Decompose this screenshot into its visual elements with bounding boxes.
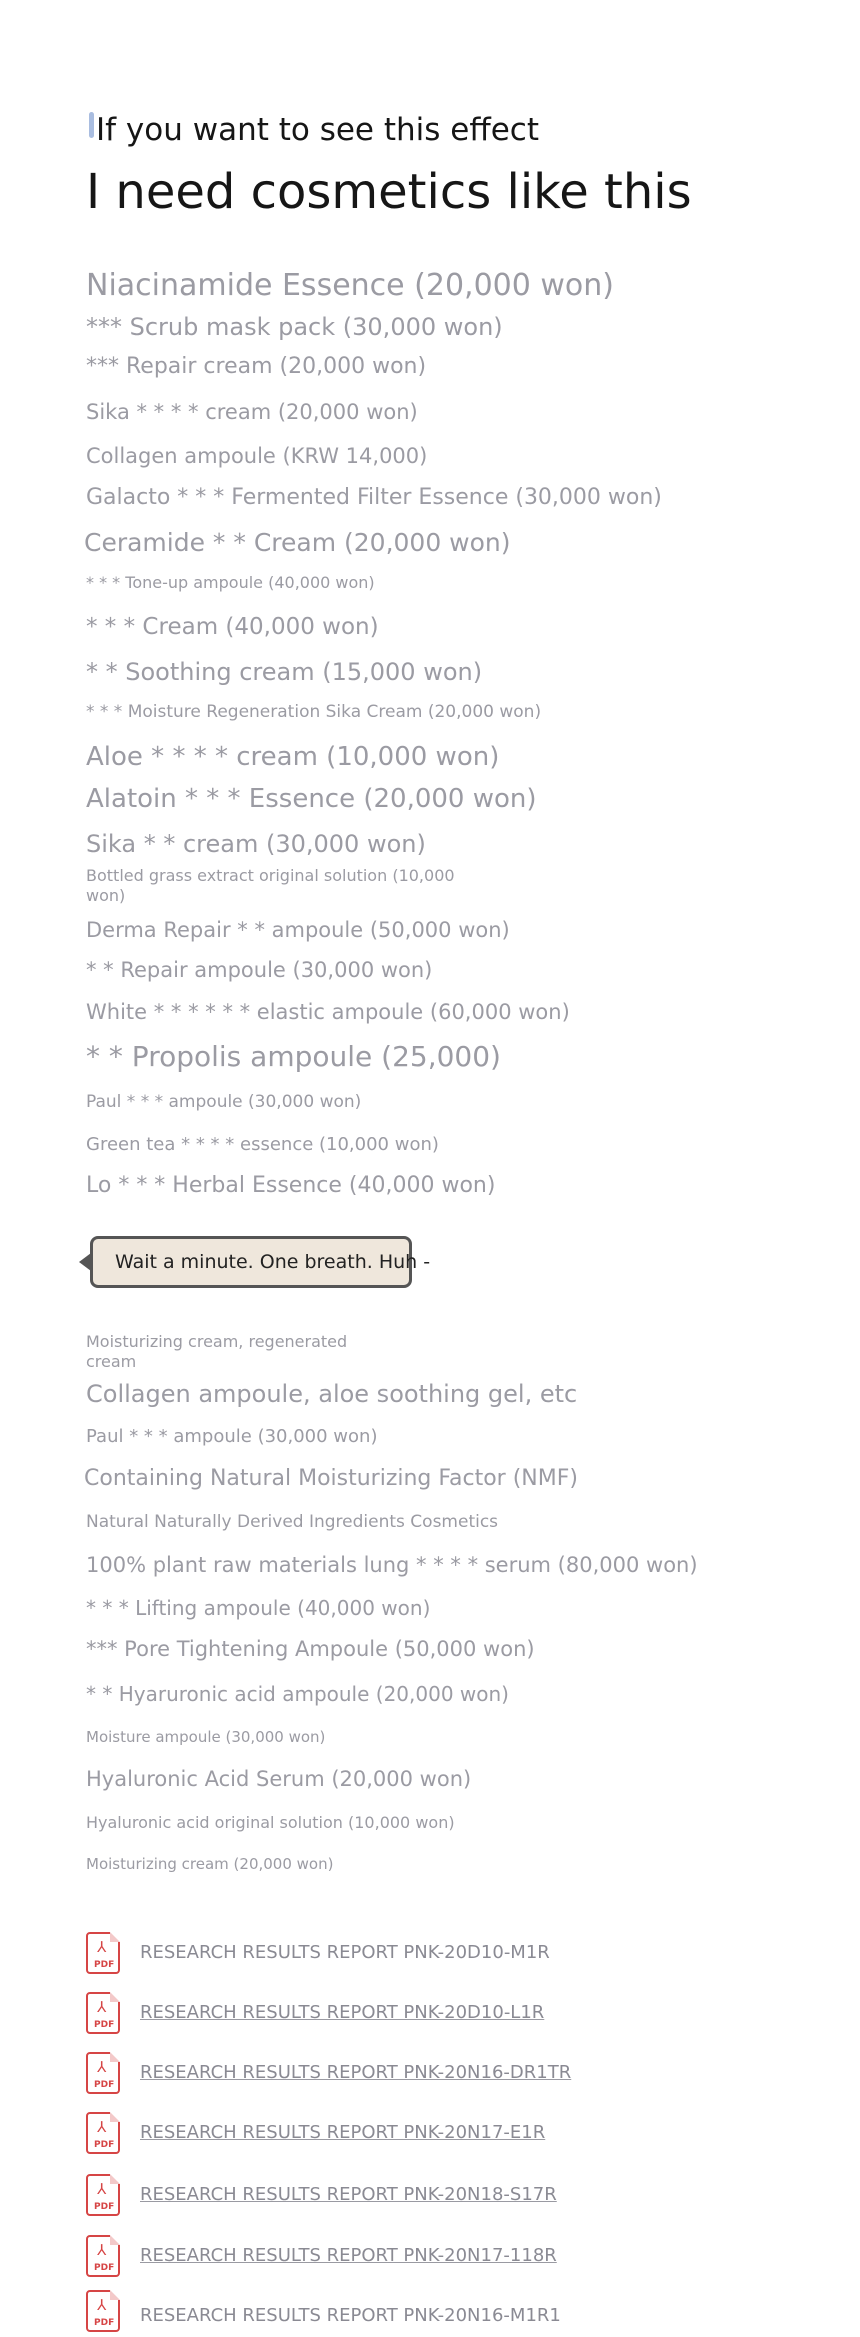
product-item: Lo * * * Herbal Essence (40,000 won) bbox=[86, 1173, 496, 1198]
product-item: Niacinamide Essence (20,000 won) bbox=[86, 268, 614, 303]
product-item: Moisturizing cream, regenerated bbox=[86, 1332, 348, 1351]
product-item: * * Repair ampoule (30,000 won) bbox=[86, 958, 433, 982]
report-link[interactable]: RESEARCH RESULTS REPORT PNK-20D10-M1R bbox=[140, 1942, 550, 1963]
pdf-icon[interactable]: ⅄ PDF bbox=[86, 2112, 120, 2154]
product-item: * * Soothing cream (15,000 won) bbox=[86, 658, 483, 686]
product-item: Sika * * cream (30,000 won) bbox=[86, 830, 426, 858]
product-item: Alatoin * * * Essence (20,000 won) bbox=[86, 784, 537, 814]
product-item: *** Scrub mask pack (30,000 won) bbox=[86, 313, 503, 341]
report-link[interactable]: RESEARCH RESULTS REPORT PNK-20N16-DR1TR bbox=[140, 2062, 572, 2083]
product-item: *** Pore Tightening Ampoule (50,000 won) bbox=[86, 1637, 535, 1661]
product-item: Ceramide * * Cream (20,000 won) bbox=[84, 528, 511, 557]
product-item: Derma Repair * * ampoule (50,000 won) bbox=[86, 918, 510, 942]
report-link[interactable]: RESEARCH RESULTS REPORT PNK-20N17-118R bbox=[140, 2245, 557, 2266]
product-item: Collagen ampoule (KRW 14,000) bbox=[86, 444, 428, 468]
pdf-icon[interactable]: ⅄ PDF bbox=[86, 2052, 120, 2094]
speech-bubble bbox=[90, 1236, 431, 1288]
pdf-icon[interactable]: ⅄ PDF bbox=[86, 2290, 120, 2332]
page-title: I need cosmetics like this bbox=[86, 164, 692, 220]
product-item: Moisture ampoule (30,000 won) bbox=[86, 1728, 326, 1746]
product-item: Hyaluronic acid original solution (10,000 won) bbox=[86, 1813, 455, 1832]
subtitle: If you want to see this effect bbox=[96, 112, 539, 148]
product-item: Sika * * * * cream (20,000 won) bbox=[86, 400, 418, 424]
pdf-icon[interactable]: ⅄ PDF bbox=[86, 2235, 120, 2277]
product-item: *** Repair cream (20,000 won) bbox=[86, 354, 427, 379]
product-item: Green tea * * * * essence (10,000 won) bbox=[86, 1134, 439, 1155]
product-item: Moisturizing cream (20,000 won) bbox=[86, 1855, 334, 1873]
product-item: Paul * * * ampoule (30,000 won) bbox=[86, 1092, 362, 1112]
report-link[interactable]: RESEARCH RESULTS REPORT PNK-20N16-M1R1 bbox=[140, 2305, 561, 2326]
report-link[interactable]: RESEARCH RESULTS REPORT PNK-20D10-L1R bbox=[140, 2002, 545, 2023]
product-item: * * Propolis ampoule (25,000) bbox=[86, 1040, 501, 1073]
product-item: Natural Naturally Derived Ingredients Cosmetics bbox=[86, 1512, 499, 1532]
quote-mark-icon bbox=[89, 112, 94, 138]
product-item: Galacto * * * Fermented Filter Essence (30,000 won) bbox=[86, 485, 662, 510]
product-item: White * * * * * * elastic ampoule (60,000 won) bbox=[86, 1000, 570, 1024]
product-item: Paul * * * ampoule (30,000 won) bbox=[86, 1426, 378, 1447]
pdf-icon[interactable]: ⅄ PDF bbox=[86, 2174, 120, 2216]
product-item: * * * Lifting ampoule (40,000 won) bbox=[86, 1596, 431, 1620]
speech-bubble-text: Wait a minute. One breath. Huh - bbox=[115, 1251, 431, 1273]
product-item: cream bbox=[86, 1352, 137, 1371]
product-item: * * * Cream (40,000 won) bbox=[86, 614, 379, 640]
report-link[interactable]: RESEARCH RESULTS REPORT PNK-20N17-E1R bbox=[140, 2122, 546, 2143]
product-item: Bottled grass extract original solution (10,000 bbox=[86, 866, 455, 885]
pdf-icon[interactable]: ⅄ PDF bbox=[86, 1992, 120, 2034]
product-item: won) bbox=[86, 886, 126, 905]
pdf-icon[interactable]: ⅄ PDF bbox=[86, 1932, 120, 1974]
product-item: * * Hyaruronic acid ampoule (20,000 won) bbox=[86, 1682, 509, 1706]
product-item: Aloe * * * * cream (10,000 won) bbox=[86, 742, 500, 772]
product-item: 100% plant raw materials lung * * * * serum (80,000 won) bbox=[86, 1553, 698, 1577]
product-item: Hyaluronic Acid Serum (20,000 won) bbox=[86, 1767, 472, 1791]
product-item: Containing Natural Moisturizing Factor (NMF) bbox=[84, 1466, 578, 1491]
product-item: Collagen ampoule, aloe soothing gel, etc bbox=[86, 1380, 578, 1408]
product-item: * * * Moisture Regeneration Sika Cream (20,000 won) bbox=[86, 702, 542, 722]
product-item: * * * Tone-up ampoule (40,000 won) bbox=[86, 573, 375, 592]
report-link[interactable]: RESEARCH RESULTS REPORT PNK-20N18-S17R bbox=[140, 2184, 557, 2205]
